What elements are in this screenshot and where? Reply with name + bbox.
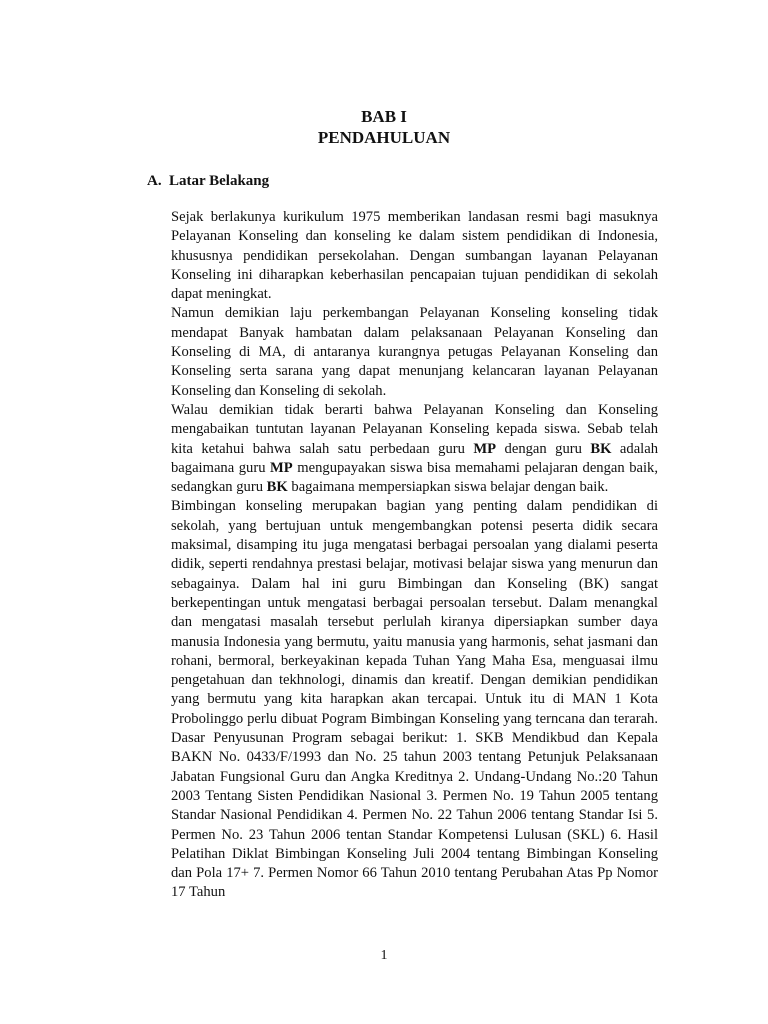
chapter-title: PENDAHULUAN bbox=[317, 128, 451, 147]
bold-term: MP bbox=[473, 440, 497, 457]
paragraph-text: Sejak berlakunya kurikulum 1975 memberikan landasan resmi bagi masuknya Pelayanan Konseling dan konseling ke dalam sistem pendidikan di Indonesia, khususnya pendidikan persekolahan. Dengan sumbangan layanan Pelayanan Konseling ini diharapkan keberhasilan pencapaian tujuan pendidikan di sekolah dapat meningkat. bbox=[171, 209, 658, 303]
section-heading bbox=[147, 171, 269, 191]
paragraph-text: bagaimana mempersiapkan siswa belajar dengan baik. bbox=[287, 479, 609, 496]
body-paragraph bbox=[171, 401, 658, 497]
section-title: Latar Belakang bbox=[169, 173, 270, 189]
paragraph-text: adalah bagaimana guru bbox=[171, 440, 658, 476]
paragraph-text: Namun demikian laju perkembangan Pelayanan Konseling konseling tidak mendapat Banyak hambatan dalam pelaksanaan Pelayanan Konseling dan Konseling di MA, di antaranya kurangnya petugas Pelayanan Konseling dan Konseling serta sarana yang dapat menunjang kelancaran layanan Pelayanan Konseling dan Konseling di sekolah. bbox=[171, 305, 658, 399]
body-paragraph bbox=[171, 208, 658, 304]
section-letter: A. bbox=[147, 173, 162, 189]
chapter-heading: BAB I bbox=[361, 107, 407, 126]
body-text bbox=[171, 208, 658, 903]
body-paragraph bbox=[171, 304, 658, 400]
paragraph-text: Walau demikian tidak berarti bahwa Pelayanan Konseling dan Konseling mengabaikan tuntutan layanan Pelayanan Konseling kepada siswa. Sebab telah kita ketahui bahwa salah satu perbedaan guru bbox=[171, 401, 658, 457]
paragraph-text: mengupayakan siswa bisa memahami pelajaran dengan baik, sedangkan guru bbox=[171, 459, 658, 496]
bold-term: MP bbox=[270, 459, 293, 476]
paragraph-text: dengan guru bbox=[496, 440, 591, 457]
body-paragraph bbox=[171, 497, 658, 902]
bold-term: BK bbox=[590, 440, 612, 457]
paragraph-text: Bimbingan konseling merupakan bagian yang penting dalam pendidikan di sekolah, yang bertujuan untuk mengembangkan potensi peserta didik secara maksimal, disamping itu juga mengatasi berbagai persoalan yang dialami peserta didik, seperti rendahnya prestasi belajar, motivasi belajar siswa yang menurun dan sebagainya. Dalam hal ini guru Bimbingan dan Konseling (BK) sangat berkepentingan untuk mengatasi berbagai persoalan tersebut. Dalam menangkal dan mengatasi masalah tersebut perlulah kiranya dipersiapkan sumber daya manusia Indonesia yang bermutu, yaitu manusia yang harmonis, sehat jasmani dan rohani, bermoral, berkeyakinan kepada Tuhan Yang Maha Esa, menguasai ilmu pengetahuan dan tekhnologi, dinamis dan kreatif. Dengan demikian pendidikan yang bermutu yang kita harapkan akan tercapai. Untuk itu di MAN 1 Kota Probolinggo perlu dibuat Pogram Bimbingan Konseling yang terncana dan terarah. Dasar Penyusunan Program sebagai berikut: 1. SKB Mendikbud dan Kepala BAKN No. 0433/F/1993 dan No. 25 tahun 2003 tentang Petunjuk Pelaksanaan Jabatan Fungsional Guru dan Angka Kreditnya 2. Undang-Undang No.:20 Tahun 2003 Tentang Sisten Pendidikan Nasional 3. Permen No. 19 Tahun 2005 tentang Standar Nasional Pendidikan 4. Permen No. 22 Tahun 2006 tentang Standar Isi 5. Permen No. 23 Tahun 2006 tentan Standar Kompetensi Lulusan (SKL) 6. Hasil Pelatihan Diklat Bimbingan Konseling Juli 2004 tentang Bimbingan Konseling dan Pola 17+ 7. Permen Nomor 66 Tahun 2010 tentang Perubahan Atas Pp Nomor 17 Tahun bbox=[171, 498, 658, 901]
page-number: 1 bbox=[380, 948, 388, 963]
bold-term: BK bbox=[266, 479, 288, 496]
